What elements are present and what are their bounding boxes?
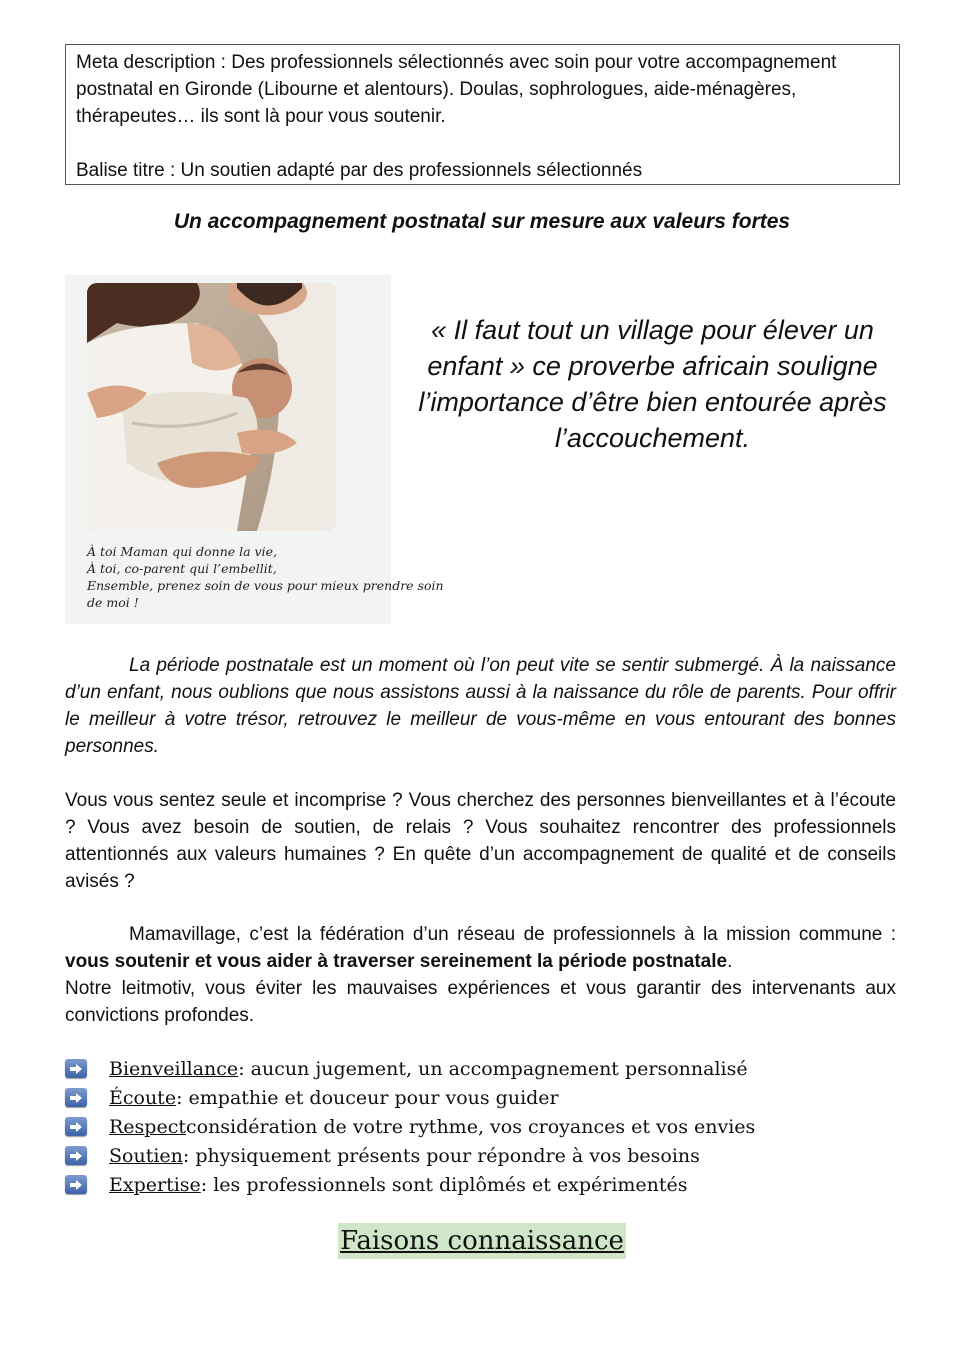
list-item	[65, 1083, 905, 1112]
mission-end: .	[727, 951, 733, 972]
meta-description: Meta description : Des professionnels sélectionnés avec soin pour votre accompagnement postnatal en Gironde (Libourne et alentours). Doulas, sophrologues, aide-ménagères, thérapeutes… ils sont là pour vous soutenir.	[76, 52, 837, 127]
list-item	[65, 1141, 905, 1170]
mission-bold-text: vous soutenir et vous aider à traverser sereinement la période postnatale	[65, 951, 728, 972]
list-item	[65, 1112, 905, 1141]
caption-line: À toi Maman qui donne la vie,	[87, 544, 277, 559]
value-name: Bienveillance	[109, 1057, 239, 1080]
right-arrow-icon	[65, 1117, 87, 1136]
meta-info-box	[65, 44, 900, 185]
caption-line: de moi !	[87, 595, 139, 610]
mission-paragraph	[65, 921, 896, 1029]
caption-line: Ensemble, prenez soin de vous pour mieux prendre soin	[87, 578, 444, 593]
document-heading: Un accompagnement postnatal sur mesure aux valeurs fortes	[173, 210, 791, 233]
values-list	[65, 1054, 905, 1199]
right-arrow-icon	[65, 1175, 87, 1194]
faisons-connaissance-link[interactable]: Faisons connaissance	[338, 1223, 626, 1259]
value-name: Expertise	[109, 1173, 201, 1196]
cta-container	[0, 1223, 964, 1259]
value-description: : aucun jugement, un accompagnement personnalisé	[238, 1057, 748, 1080]
value-name: Écoute	[109, 1086, 177, 1109]
value-description: : empathie et douceur pour vous guider	[176, 1086, 559, 1109]
title-tag: Balise titre : Un soutien adapté par des professionnels sélectionnés	[76, 160, 643, 181]
list-item	[65, 1170, 905, 1199]
right-arrow-icon	[65, 1059, 87, 1078]
value-description: : physiquement présents pour répondre à vos besoins	[182, 1144, 700, 1167]
proverb-quote: « Il faut tout un village pour élever un enfant » ce proverbe africain souligne l’importance d’être bien entourée après l’accouchement.	[418, 315, 887, 453]
caption-line: À toi, co-parent qui l’embellit,	[87, 561, 277, 576]
photo-caption	[87, 543, 444, 611]
value-name: Respect	[109, 1115, 186, 1138]
right-arrow-icon	[65, 1088, 87, 1107]
value-description: considération de votre rythme, vos croyances et vos envies	[185, 1115, 756, 1138]
intro-text: La période postnatale est un moment où l’on peut vite se sentir submergé. À la naissance d’un enfant, nous oublions que nous assistons aussi à la naissance du rôle de parents. Pour offrir le meilleur à votre trésor, retrouvez le meilleur de vous-même en vous entourant des bonnes personnes.	[65, 655, 896, 757]
image-card	[65, 275, 444, 624]
right-arrow-icon	[65, 1146, 87, 1165]
mission-text: Mamavillage, c’est la fédération d’un réseau de professionnels à la mission commune :	[129, 924, 896, 945]
leitmotiv-text: Notre leitmotiv, vous éviter les mauvaises expériences et vous garantir des intervenants aux convictions profondes.	[65, 978, 896, 1026]
intro-paragraph	[65, 652, 896, 760]
value-description: : les professionnels sont diplômés et expérimentés	[200, 1173, 688, 1196]
value-name: Soutien	[109, 1144, 183, 1167]
questions-paragraph: Vous vous sentez seule et incomprise ? Vous cherchez des personnes bienveillantes et à l’écoute ? Vous avez besoin de soutien, de relais ? Vous souhaitez rencontrer des professionnels attentionnés aux valeurs humaines ? En quête d’un accompagnement de qualité et de conseils avisés ?	[65, 790, 896, 892]
parents-newborn-photo	[87, 283, 336, 531]
list-item	[65, 1054, 905, 1083]
